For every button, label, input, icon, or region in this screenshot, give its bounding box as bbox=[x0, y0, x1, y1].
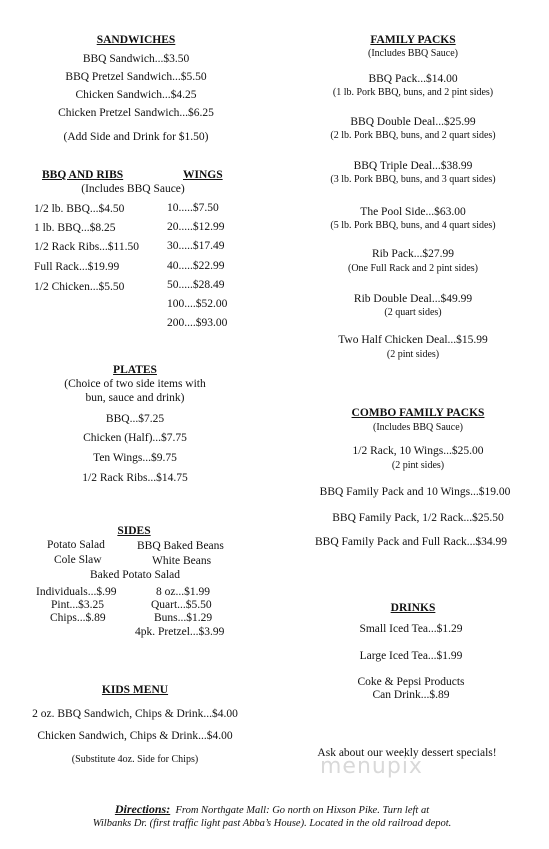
wings-item: 20.....$12.99 bbox=[167, 221, 225, 233]
combo-item: 1/2 Rack, 10 Wings...$25.00 bbox=[352, 445, 484, 457]
family-pack-name: BBQ Double Deal...$25.99 bbox=[350, 116, 476, 128]
wings-item: 200....$93.00 bbox=[167, 317, 228, 329]
family-pack-desc: (2 lb. Pork BBQ, buns, and 2 quart sides) bbox=[330, 130, 496, 141]
plates-heading: PLATES bbox=[113, 364, 157, 376]
sandwiches-heading: SANDWICHES bbox=[96, 34, 176, 46]
side-price: Chips...$.89 bbox=[50, 612, 106, 624]
side-item: White Beans bbox=[152, 555, 212, 567]
drink-item: Large Iced Tea...$1.99 bbox=[359, 650, 463, 662]
side-item: Baked Potato Salad bbox=[89, 569, 181, 581]
combo-item-desc: (2 pint sides) bbox=[391, 460, 445, 471]
drinks-heading: DRINKS bbox=[390, 602, 436, 614]
wings-heading: WINGS bbox=[183, 169, 223, 181]
family-pack-desc: (2 quart sides) bbox=[384, 307, 442, 318]
side-price: Pint...$3.25 bbox=[51, 599, 105, 611]
plate-item: 1/2 Rack Ribs...$14.75 bbox=[82, 472, 188, 484]
sides-heading: SIDES bbox=[117, 525, 151, 537]
bbq-item: 1 lb. BBQ...$8.25 bbox=[34, 222, 116, 234]
watermark-logo: menupix bbox=[320, 754, 423, 779]
family-pack-name: BBQ Pack...$14.00 bbox=[368, 73, 458, 85]
bbq-item: 1/2 lb. BBQ...$4.50 bbox=[34, 203, 125, 215]
side-item: BBQ Baked Beans bbox=[137, 540, 224, 552]
sandwich-item: BBQ Sandwich...$3.50 bbox=[82, 53, 190, 65]
family-heading: FAMILY PACKS bbox=[370, 34, 456, 46]
drink-item: Coke & Pepsi Products bbox=[357, 676, 465, 688]
family-pack-desc: (5 lb. Pork BBQ, buns, and 4 quart sides) bbox=[330, 220, 496, 231]
family-pack-desc: (2 pint sides) bbox=[386, 349, 440, 360]
plate-item: Ten Wings...$9.75 bbox=[93, 452, 177, 464]
plates-subtitle: (Choice of two side items with bbox=[64, 378, 206, 390]
side-price: 4pk. Pretzel...$3.99 bbox=[135, 626, 225, 638]
plates-subtitle: bun, sauce and drink) bbox=[85, 392, 185, 404]
bbq-item: 1/2 Rack Ribs...$11.50 bbox=[34, 241, 139, 253]
wings-item: 100....$52.00 bbox=[167, 298, 228, 310]
bbq-ribs-subtitle: (Includes BBQ Sauce) bbox=[81, 183, 185, 195]
family-pack-name: BBQ Triple Deal...$38.99 bbox=[353, 160, 473, 172]
sandwich-item: Chicken Sandwich...$4.25 bbox=[75, 89, 197, 101]
kids-note: (Substitute 4oz. Side for Chips) bbox=[71, 754, 199, 765]
sandwich-item: BBQ Pretzel Sandwich...$5.50 bbox=[65, 71, 207, 83]
side-item: Potato Salad bbox=[47, 539, 105, 551]
family-pack-name: Two Half Chicken Deal...$15.99 bbox=[338, 334, 488, 346]
wings-item: 50.....$28.49 bbox=[167, 279, 225, 291]
wings-item: 30.....$17.49 bbox=[167, 240, 225, 252]
family-pack-name: Rib Double Deal...$49.99 bbox=[353, 293, 473, 305]
kids-item: Chicken Sandwich, Chips & Drink...$4.00 bbox=[37, 730, 233, 742]
bbq-item: Full Rack...$19.99 bbox=[34, 261, 120, 273]
dessert-note: Ask about our weekly dessert specials! bbox=[317, 747, 497, 759]
kids-heading: KIDS MENU bbox=[101, 684, 169, 696]
plate-item: Chicken (Half)...$7.75 bbox=[83, 432, 187, 444]
wings-item: 40.....$22.99 bbox=[167, 260, 225, 272]
side-price: Quart...$5.50 bbox=[151, 599, 212, 611]
side-price: Buns...$1.29 bbox=[154, 612, 213, 624]
drink-item: Small Iced Tea...$1.29 bbox=[359, 623, 463, 635]
directions-line-1 bbox=[115, 802, 429, 818]
wings-item: 10.....$7.50 bbox=[167, 202, 219, 214]
family-pack-name: Rib Pack...$27.99 bbox=[371, 248, 455, 260]
combo-item: BBQ Family Pack and 10 Wings...$19.00 bbox=[319, 486, 511, 498]
family-subtitle: (Includes BBQ Sauce) bbox=[368, 48, 458, 59]
bbq-ribs-heading: BBQ AND RIBS bbox=[42, 169, 124, 181]
combo-subtitle: (Includes BBQ Sauce) bbox=[373, 422, 463, 433]
sandwich-item: Chicken Pretzel Sandwich...$6.25 bbox=[58, 107, 214, 119]
combo-heading: COMBO FAMILY PACKS bbox=[351, 407, 485, 419]
bbq-item: 1/2 Chicken...$5.50 bbox=[34, 281, 125, 293]
family-pack-desc: (One Full Rack and 2 pint sides) bbox=[348, 263, 478, 274]
family-pack-name: The Pool Side...$63.00 bbox=[360, 206, 466, 218]
side-item: Cole Slaw bbox=[54, 554, 102, 566]
directions-label: Directions: bbox=[114, 802, 171, 816]
kids-item: 2 oz. BBQ Sandwich, Chips & Drink...$4.00 bbox=[32, 708, 238, 720]
plate-item: BBQ...$7.25 bbox=[105, 413, 165, 425]
directions-line-2: Wilbanks Dr. (first traffic light past Abba’s House). Located in the old railroad depot. bbox=[92, 818, 452, 829]
side-price: Individuals...$.99 bbox=[36, 586, 117, 598]
directions-text: From Northgate Mall: Go north on Hixson Pike. Turn left at bbox=[175, 805, 430, 816]
sandwich-note: (Add Side and Drink for $1.50) bbox=[63, 131, 209, 143]
drink-item: Can Drink...$.89 bbox=[372, 689, 450, 701]
family-pack-desc: (3 lb. Pork BBQ, buns, and 3 quart sides) bbox=[330, 174, 496, 185]
combo-item: BBQ Family Pack, 1/2 Rack...$25.50 bbox=[332, 512, 504, 524]
family-pack-desc: (1 lb. Pork BBQ, buns, and 2 pint sides) bbox=[332, 87, 494, 98]
combo-item: BBQ Family Pack and Full Rack...$34.99 bbox=[315, 536, 507, 548]
side-price: 8 oz...$1.99 bbox=[156, 586, 210, 598]
